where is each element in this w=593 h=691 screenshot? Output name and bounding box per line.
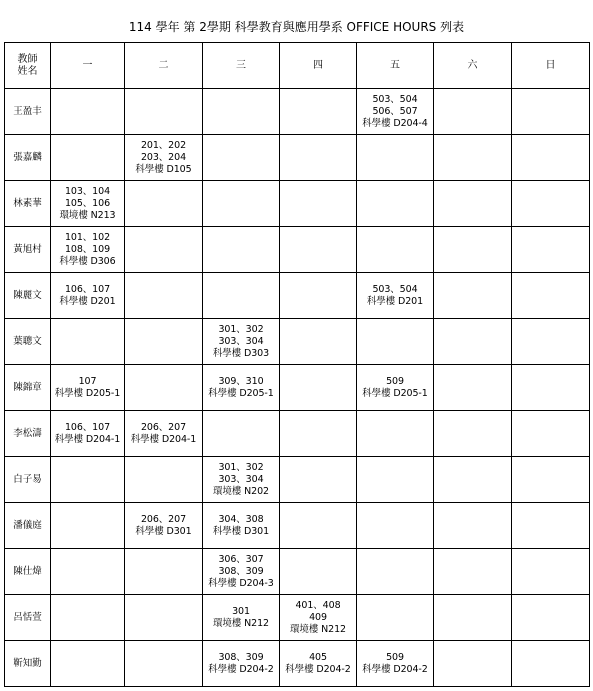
office-location: 科學樓 D204-2 (285, 663, 351, 675)
office-hour-cell-tuesday (125, 411, 203, 457)
class-periods: 206、207 (140, 513, 187, 525)
office-hour-cell-thursday (280, 273, 357, 319)
class-periods: 203、204 (140, 151, 187, 163)
office-hour-cell-thursday (280, 319, 357, 365)
office-hour-cell-monday (51, 549, 125, 595)
office-location: 科學樓 D105 (135, 163, 192, 175)
office-hour-cell-wednesday (203, 365, 280, 411)
teacher-header-line: 教師 (17, 53, 38, 65)
office-hour-cell-monday (51, 181, 125, 227)
office-hour-cell-saturday (434, 227, 512, 273)
office-hours-table (4, 42, 590, 687)
teacher-row (5, 227, 590, 273)
office-location: 科學樓 D205-1 (54, 387, 121, 399)
office-hour-cell-sunday (512, 595, 590, 641)
class-periods: 303、304 (218, 335, 264, 347)
office-hour-cell-thursday (280, 181, 357, 227)
office-hour-cell-friday (357, 641, 434, 687)
office-hour-cell-friday (357, 503, 434, 549)
office-hour-cell-thursday (280, 641, 357, 687)
office-hour-cell-thursday (280, 227, 357, 273)
office-hour-cell-sunday (512, 181, 590, 227)
class-periods: 301、302 (218, 461, 264, 473)
office-hour-cell-tuesday (125, 273, 203, 319)
office-hour-cell-sunday (512, 227, 590, 273)
class-periods: 503、504 (372, 93, 418, 105)
class-periods: 405 (309, 651, 327, 663)
teacher-name: 張嘉麟 (5, 135, 51, 181)
schedule-body (5, 89, 590, 687)
office-hour-cell-sunday (512, 549, 590, 595)
office-hour-cell-tuesday (125, 641, 203, 687)
class-periods: 309、310 (218, 375, 264, 387)
day-header-wednesday: 三 (203, 43, 280, 89)
office-hour-cell-friday (357, 595, 434, 641)
class-periods: 106、107 (64, 421, 111, 433)
office-location: 科學樓 D301 (135, 525, 192, 537)
office-hour-cell-sunday (512, 273, 590, 319)
teacher-row (5, 457, 590, 503)
office-hour-cell-sunday (512, 503, 590, 549)
office-location: 科學樓 D205-1 (208, 387, 274, 399)
class-periods: 101、102 (64, 231, 111, 243)
day-header-saturday: 六 (434, 43, 512, 89)
teacher-row (5, 503, 590, 549)
teacher-name: 陳錦章 (5, 365, 51, 411)
office-hour-cell-tuesday (125, 319, 203, 365)
office-hour-cell-saturday (434, 457, 512, 503)
teacher-name: 葉聰文 (5, 319, 51, 365)
office-hour-cell-friday (357, 457, 434, 503)
office-hour-cell-monday (51, 411, 125, 457)
office-hour-cell-monday (51, 457, 125, 503)
class-periods: 105、106 (64, 197, 111, 209)
office-hour-cell-saturday (434, 319, 512, 365)
office-hour-cell-wednesday (203, 89, 280, 135)
teacher-row (5, 89, 590, 135)
office-hour-cell-thursday (280, 457, 357, 503)
office-hour-cell-friday (357, 365, 434, 411)
teacher-row (5, 319, 590, 365)
class-periods: 509 (386, 651, 404, 663)
office-hour-cell-friday (357, 319, 434, 365)
office-hour-cell-saturday (434, 181, 512, 227)
office-location: 科學樓 D205-1 (362, 387, 428, 399)
teacher-row (5, 365, 590, 411)
office-location: 科學樓 D204-2 (208, 663, 274, 675)
office-hour-cell-sunday (512, 319, 590, 365)
office-hour-cell-sunday (512, 365, 590, 411)
office-hour-cell-tuesday (125, 89, 203, 135)
office-hour-cell-tuesday (125, 595, 203, 641)
office-hour-cell-saturday (434, 89, 512, 135)
office-hour-cell-monday (51, 227, 125, 273)
teacher-name: 潘儀庭 (5, 503, 51, 549)
office-location: 科學樓 D306 (59, 255, 116, 267)
class-periods: 103、104 (64, 185, 111, 197)
office-location: 科學樓 D204-1 (54, 433, 121, 445)
office-hour-cell-wednesday (203, 319, 280, 365)
class-periods: 503、504 (372, 283, 418, 295)
teacher-row (5, 411, 590, 457)
office-hour-cell-tuesday (125, 457, 203, 503)
office-hour-cell-monday (51, 503, 125, 549)
class-periods: 301 (232, 605, 250, 617)
office-hour-cell-wednesday (203, 549, 280, 595)
office-hour-cell-saturday (434, 411, 512, 457)
office-hour-cell-tuesday (125, 135, 203, 181)
office-hour-cell-sunday (512, 89, 590, 135)
office-hour-cell-friday (357, 89, 434, 135)
office-hour-cell-monday (51, 595, 125, 641)
office-location: 環境樓 N202 (213, 485, 269, 497)
office-hour-cell-friday (357, 181, 434, 227)
teacher-name: 陳仕煒 (5, 549, 51, 595)
header-row (5, 43, 590, 89)
office-hour-cell-monday (51, 273, 125, 319)
office-location: 科學樓 D201 (366, 295, 424, 307)
office-hour-cell-friday (357, 273, 434, 319)
class-periods: 506、507 (372, 105, 418, 117)
office-location: 環境樓 N212 (290, 623, 346, 635)
teacher-name: 黃旭村 (5, 227, 51, 273)
class-periods: 206、207 (140, 421, 187, 433)
office-hour-cell-monday (51, 365, 125, 411)
class-periods: 308、309 (218, 651, 264, 663)
class-periods: 509 (386, 375, 404, 387)
office-hour-cell-saturday (434, 365, 512, 411)
class-periods: 409 (309, 611, 327, 623)
office-location: 科學樓 D303 (212, 347, 270, 359)
office-hour-cell-wednesday (203, 595, 280, 641)
office-hour-cell-saturday (434, 641, 512, 687)
office-hour-cell-saturday (434, 135, 512, 181)
office-hour-cell-thursday (280, 411, 357, 457)
class-periods: 106、107 (64, 283, 111, 295)
office-location: 科學樓 D201 (59, 295, 116, 307)
teacher-name: 王盈丰 (5, 89, 51, 135)
office-hour-cell-thursday (280, 595, 357, 641)
class-periods: 401、408 (295, 599, 341, 611)
day-header-sunday: 日 (512, 43, 590, 89)
day-header-thursday: 四 (280, 43, 357, 89)
page-title: 114 學年 第 2學期 科學教育與應用學系 OFFICE HOURS 列表 (128, 20, 465, 34)
office-hour-cell-wednesday (203, 273, 280, 319)
teacher-name: 林素華 (5, 181, 51, 227)
office-hour-cell-friday (357, 411, 434, 457)
office-hour-cell-wednesday (203, 457, 280, 503)
office-hour-cell-tuesday (125, 503, 203, 549)
day-header-monday: 一 (51, 43, 125, 89)
office-hour-cell-saturday (434, 595, 512, 641)
teacher-row (5, 181, 590, 227)
office-hour-cell-monday (51, 641, 125, 687)
office-hour-cell-saturday (434, 549, 512, 595)
class-periods: 201、202 (140, 139, 187, 151)
teacher-row (5, 135, 590, 181)
office-hour-cell-saturday (434, 273, 512, 319)
office-hour-cell-wednesday (203, 227, 280, 273)
office-location: 科學樓 D204-4 (362, 117, 428, 129)
office-location: 科學樓 D204-3 (208, 577, 274, 589)
teacher-name: 呂恬萱 (5, 595, 51, 641)
office-hour-cell-wednesday (203, 411, 280, 457)
office-location: 科學樓 D204-1 (130, 433, 197, 445)
office-hour-cell-thursday (280, 365, 357, 411)
office-hour-cell-monday (51, 319, 125, 365)
teacher-name: 靳知勤 (5, 641, 51, 687)
office-location: 科學樓 D204-2 (362, 663, 428, 675)
office-hour-cell-thursday (280, 503, 357, 549)
teacher-name: 白子易 (5, 457, 51, 503)
office-hour-cell-thursday (280, 549, 357, 595)
class-periods: 108、109 (64, 243, 111, 255)
day-header-friday: 五 (357, 43, 434, 89)
office-hour-cell-thursday (280, 135, 357, 181)
office-hour-cell-monday (51, 135, 125, 181)
office-location: 科學樓 D301 (212, 525, 270, 537)
office-hour-cell-tuesday (125, 227, 203, 273)
office-hour-cell-tuesday (125, 549, 203, 595)
teacher-row (5, 595, 590, 641)
office-hour-cell-friday (357, 135, 434, 181)
office-hour-cell-friday (357, 549, 434, 595)
class-periods: 304、308 (218, 513, 264, 525)
office-hour-cell-wednesday (203, 135, 280, 181)
office-hour-cell-sunday (512, 457, 590, 503)
office-hour-cell-tuesday (125, 365, 203, 411)
office-hour-cell-monday (51, 89, 125, 135)
office-hour-cell-sunday (512, 641, 590, 687)
day-header-tuesday: 二 (125, 43, 203, 89)
class-periods: 301、302 (218, 323, 264, 335)
office-hour-cell-wednesday (203, 503, 280, 549)
class-periods: 107 (78, 375, 97, 387)
office-hour-cell-friday (357, 227, 434, 273)
office-hour-cell-sunday (512, 135, 590, 181)
class-periods: 308、309 (218, 565, 264, 577)
office-hour-cell-thursday (280, 89, 357, 135)
office-hour-cell-tuesday (125, 181, 203, 227)
office-hour-cell-sunday (512, 411, 590, 457)
office-location: 環境樓 N212 (213, 617, 269, 629)
class-periods: 303、304 (218, 473, 264, 485)
office-hour-cell-wednesday (203, 641, 280, 687)
teacher-name: 李松濤 (5, 411, 51, 457)
teacher-name: 陳麗文 (5, 273, 51, 319)
office-hour-cell-wednesday (203, 181, 280, 227)
name-header-line: 姓名 (17, 65, 38, 77)
office-location: 環境樓 N213 (59, 209, 116, 221)
teacher-row (5, 273, 590, 319)
teacher-row (5, 641, 590, 687)
office-hour-cell-saturday (434, 503, 512, 549)
teacher-row (5, 549, 590, 595)
class-periods: 306、307 (218, 553, 264, 565)
teacher-name-header (5, 43, 51, 89)
